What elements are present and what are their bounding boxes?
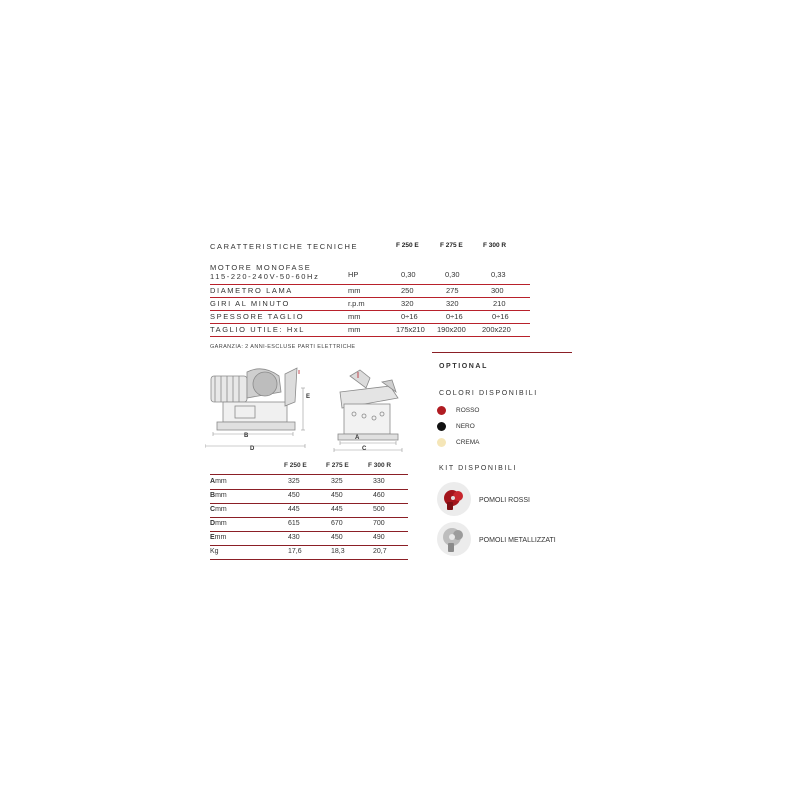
specs-row-label: GIRI AL MINUTO	[210, 299, 290, 308]
specs-cell: 190x200	[437, 325, 466, 334]
slicer-side-view	[205, 362, 323, 457]
dimensions-cell: 450	[331, 534, 343, 541]
dimensions-row-e	[210, 531, 408, 546]
dimensions-row-key: D	[210, 520, 216, 527]
specs-table	[210, 242, 530, 342]
kit-image-metal-knobs	[437, 522, 471, 556]
specs-cell: 175x210	[396, 325, 425, 334]
dimensions-cell: 460	[373, 492, 385, 499]
specs-row-unit: HP	[348, 270, 359, 279]
specs-row-blade	[210, 284, 530, 298]
dimensions-row-key: Kg	[210, 548, 219, 555]
optional-top-rule	[432, 352, 572, 353]
specs-model-1: F 250 E	[396, 242, 419, 249]
color-label-rosso: ROSSO	[456, 407, 480, 414]
specs-cell: 320	[446, 299, 459, 308]
dimensions-cell: 445	[288, 506, 300, 513]
specs-cell: 250	[401, 286, 414, 295]
dimensions-row-unit: mm	[214, 534, 227, 541]
specs-cell: 0,30	[445, 270, 460, 279]
specs-cell: 0÷16	[401, 312, 418, 321]
dimensions-cell: 17,6	[288, 548, 302, 555]
dimensions-row-kg	[210, 545, 408, 560]
dimensions-cell: 500	[373, 506, 385, 513]
specs-row-unit: mm	[348, 325, 361, 334]
specs-row-label: DIAMETRO LAMA	[210, 286, 293, 295]
specs-model-2: F 275 E	[440, 242, 463, 249]
dimensions-cell: 445	[331, 506, 343, 513]
dimensions-cell: 700	[373, 520, 385, 527]
dimensions-cell: 450	[288, 492, 300, 499]
dimensions-row-c	[210, 503, 408, 518]
dimensions-table	[210, 462, 408, 562]
dimension-label-c: C	[362, 446, 367, 452]
specs-row-label: MOTORE MONOFASE	[210, 263, 312, 272]
kit-image-red-knobs	[437, 482, 471, 516]
specs-row-sublabel: 115-220-240V-50-60Hz	[210, 272, 320, 281]
kit-label-metal-knobs: POMOLI METALLIZZATI	[479, 537, 556, 544]
colors-title: COLORI DISPONIBILI	[439, 390, 538, 397]
dimension-label-e: E	[306, 394, 311, 400]
kit-label-red-knobs: POMOLI ROSSI	[479, 497, 530, 504]
specs-row-unit: r.p.m	[348, 299, 365, 308]
specs-cell: 0÷16	[492, 312, 509, 321]
dimensions-cell: 670	[331, 520, 343, 527]
specs-row-label: TAGLIO UTILE: HxL	[210, 325, 305, 334]
specs-cell: 0,33	[491, 270, 506, 279]
dimensions-row-key: B	[210, 492, 216, 499]
dimensions-model-3: F 300 R	[368, 462, 392, 469]
specs-cell: 320	[401, 299, 414, 308]
dimensions-model-2: F 275 E	[326, 462, 349, 469]
dimensions-cell: 18,3	[331, 548, 345, 555]
specs-cell: 210	[493, 299, 506, 308]
optional-title: OPTIONAL	[439, 363, 488, 370]
dimension-label-b: B	[244, 433, 249, 439]
dimensions-cell: 330	[373, 478, 385, 485]
specs-row-rpm	[210, 297, 530, 311]
dimensions-cell: 430	[288, 534, 300, 541]
dimensions-row-unit: mm	[215, 520, 227, 527]
kit-title: KIT DISPONIBILI	[439, 465, 517, 472]
specs-cell: 0,30	[401, 270, 416, 279]
color-swatch-nero	[437, 422, 446, 431]
dimensions-row-unit: mm	[215, 492, 227, 499]
specs-row-motor	[210, 262, 530, 285]
specs-cell: 275	[446, 286, 459, 295]
warranty-note: GARANZIA: 2 ANNI-ESCLUSE PARTI ELETTRICHE	[210, 344, 356, 350]
dimensions-cell: 20,7	[373, 548, 387, 555]
specs-row-thickness	[210, 310, 530, 324]
dimensions-row-a	[210, 475, 408, 490]
dimensions-cell: 615	[288, 520, 300, 527]
dimensions-model-1: F 250 E	[284, 462, 307, 469]
dimensions-row-key: A	[210, 478, 216, 485]
dimensions-cell: 325	[331, 478, 343, 485]
color-label-crema: CREMA	[456, 439, 480, 446]
color-swatch-crema	[437, 438, 446, 447]
dimensions-row-key: E	[210, 534, 215, 541]
dimensions-cell: 325	[288, 478, 300, 485]
specs-title: CARATTERISTICHE TECNICHE	[210, 242, 359, 251]
dimensions-cell: 450	[331, 492, 343, 499]
color-label-nero: NERO	[456, 423, 475, 430]
specs-model-3: F 300 R	[483, 242, 507, 249]
specs-row-unit: mm	[348, 312, 361, 321]
optional-section	[432, 352, 592, 562]
dimensions-row-unit: mm	[215, 478, 227, 485]
dimensions-cell: 490	[373, 534, 385, 541]
dimensions-row-key: C	[210, 506, 216, 513]
specs-cell: 0÷16	[446, 312, 463, 321]
specs-row-unit: mm	[348, 286, 361, 295]
dimensions-row-d	[210, 517, 408, 532]
color-swatch-rosso	[437, 406, 446, 415]
dimensions-row-b	[210, 489, 408, 504]
dimensions-row-unit: mm	[215, 506, 227, 513]
specs-cell: 200x220	[482, 325, 511, 334]
specs-cell: 300	[491, 286, 504, 295]
specs-row-label: SPESSORE TAGLIO	[210, 312, 305, 321]
dimension-label-a: A	[355, 435, 360, 441]
dimension-label-d: D	[250, 446, 255, 452]
slicer-front-view	[330, 368, 410, 453]
specs-row-cut	[210, 323, 530, 337]
